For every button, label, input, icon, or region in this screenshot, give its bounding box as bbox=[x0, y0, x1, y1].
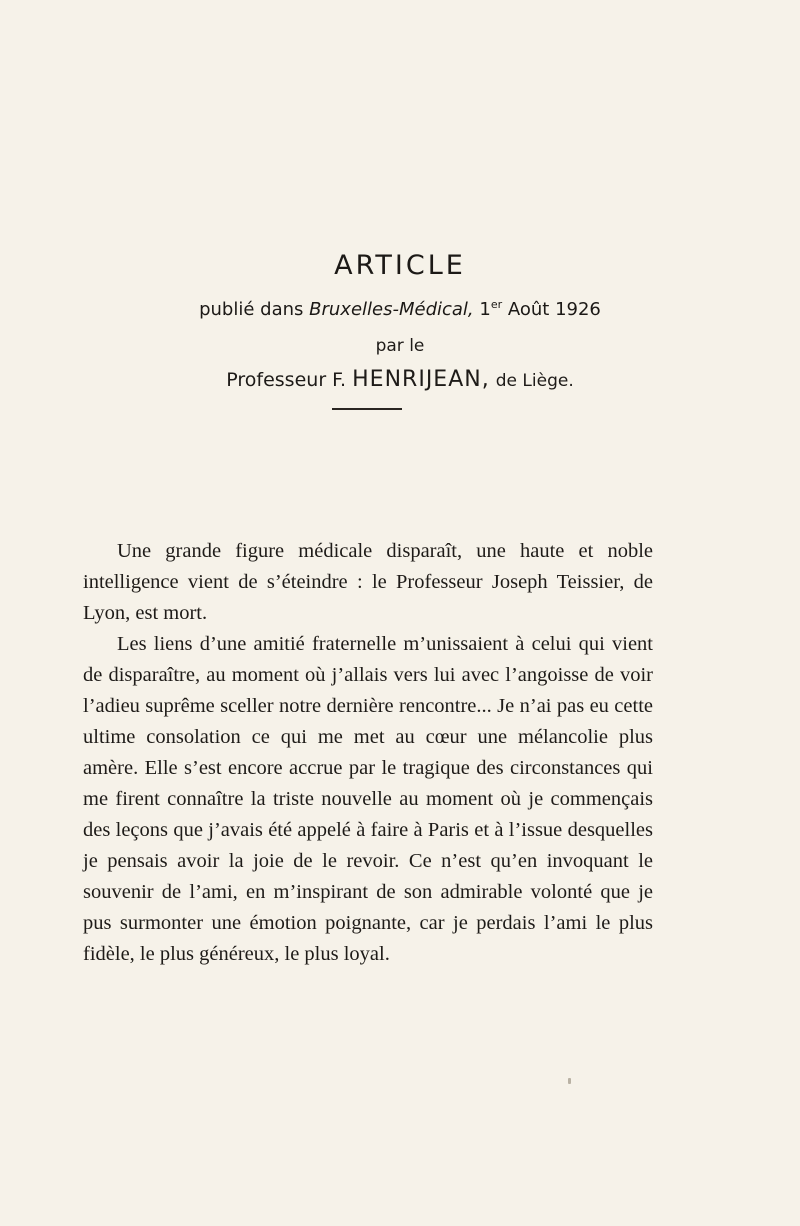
author-name: HENRIJEAN, bbox=[352, 367, 490, 392]
paragraph: Une grande figure médicale disparaît, une haute et noble intelligence vient de s’éteindre : le Professeur Joseph Teissier, de Lyon, est mort. bbox=[83, 540, 653, 624]
paper-speck bbox=[568, 1078, 571, 1084]
par-le-line: par le bbox=[375, 336, 425, 356]
author-line bbox=[0, 367, 800, 392]
journal-name: Bruxelles-Médical, bbox=[309, 299, 474, 320]
paragraph: Les liens d’une amitié fraternelle m’unissaient à celui qui vient de disparaître, au moment où j’allais vers lui avec l’angoisse de voir l’adieu suprême sceller notre dernière rencontre... Je n’ai pas eu cette ultime consolation ce qui me met au cœur une mélancolie plus amère. Elle s’est encore accrue par le tragique des circonstances qui me firent connaître la triste nouvelle au moment où je commençais des leçons que j’avais été appelé à faire à Paris et à l’issue desquelles je pensais avoir la joie de le revoir. Ce n’est qu’en invoquant le souvenir de l’ami, en m’inspirant de son admirable volonté que je pus surmonter une émotion poignante, car je perdais l’ami le plus fidèle, le plus généreux, le plus loyal. bbox=[83, 633, 653, 965]
date-rest: Août 1926 bbox=[507, 299, 601, 320]
author-title: Professeur F. bbox=[226, 369, 347, 391]
date-day: 1 bbox=[479, 299, 491, 320]
publication-line bbox=[0, 299, 800, 320]
author-place: de Liège. bbox=[495, 371, 574, 391]
separator-rule bbox=[332, 408, 402, 410]
article-body bbox=[83, 536, 653, 970]
article-heading: ARTICLE bbox=[334, 250, 466, 281]
date-day-superscript: er bbox=[490, 298, 503, 311]
published-prefix: publié dans bbox=[199, 299, 304, 320]
